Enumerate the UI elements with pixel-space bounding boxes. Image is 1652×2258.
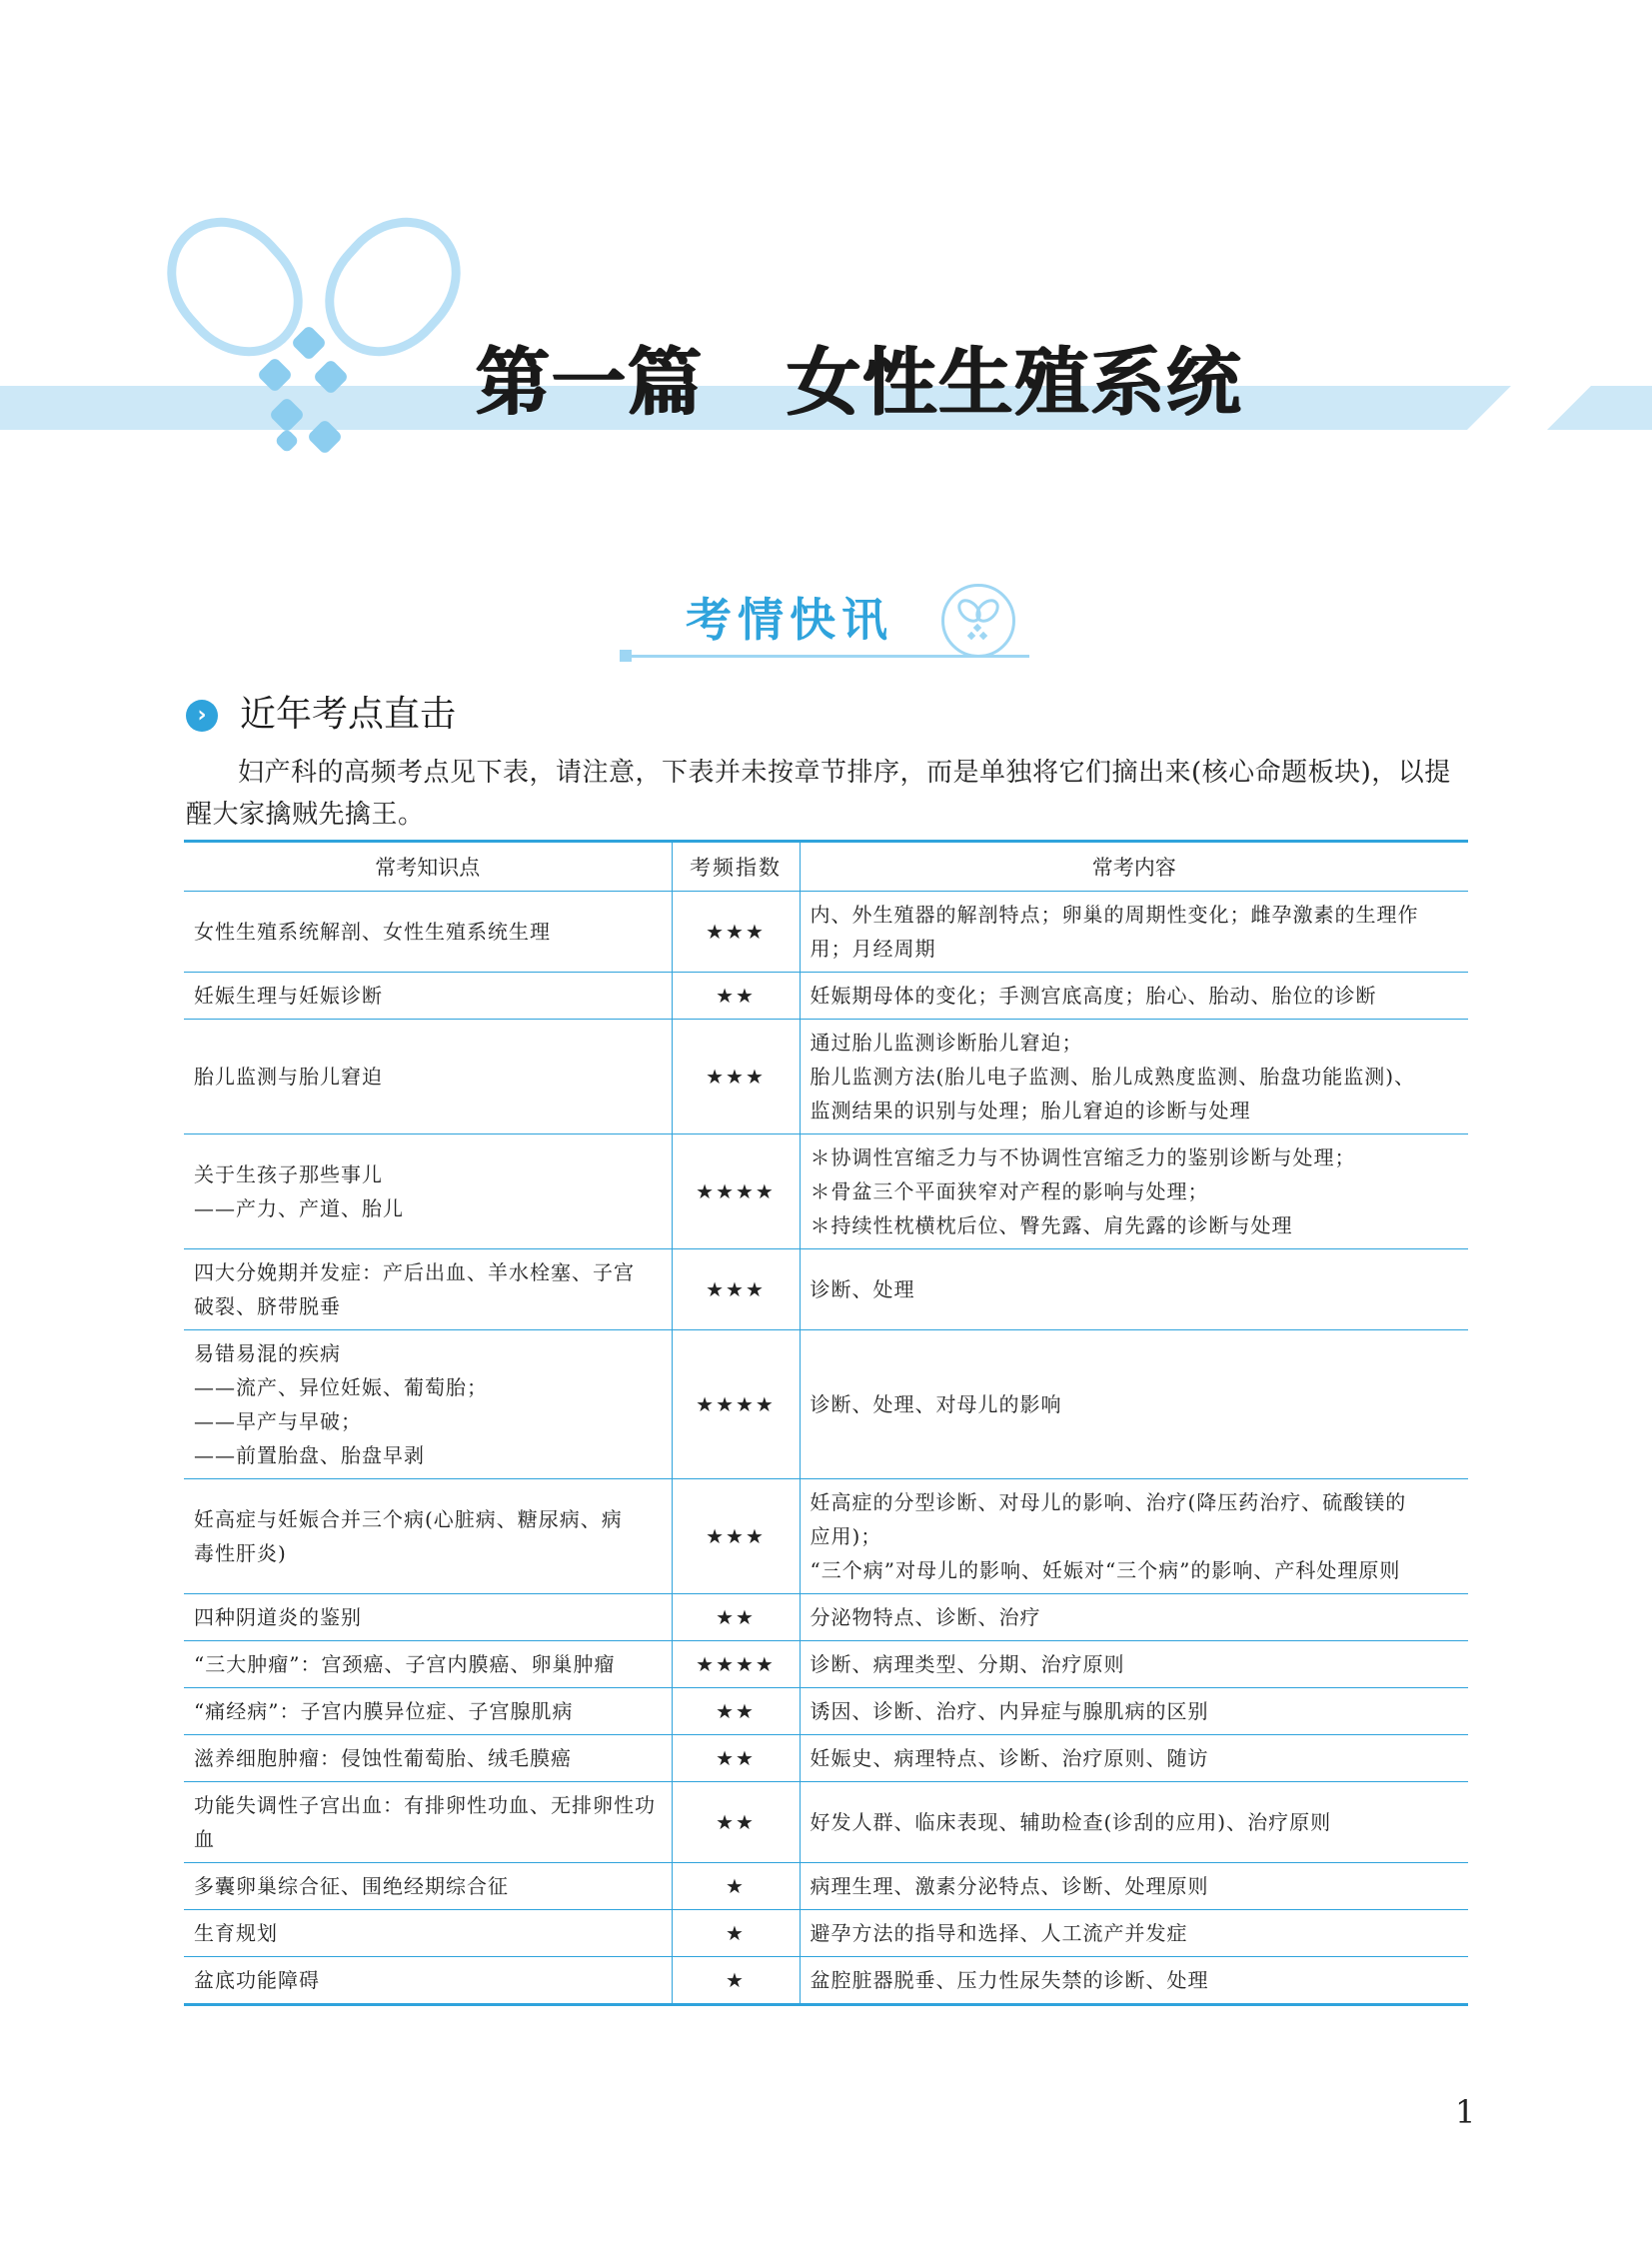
table-row bbox=[184, 1134, 1468, 1249]
topic-cell bbox=[184, 973, 672, 1020]
table-row bbox=[184, 1594, 1468, 1641]
table-row bbox=[184, 1782, 1468, 1863]
frequency-stars: ★★★ bbox=[672, 1249, 800, 1330]
topic-cell bbox=[184, 1863, 672, 1910]
topic-cell bbox=[184, 1782, 672, 1863]
exam-topics-table bbox=[184, 840, 1468, 2006]
topic-line: “三大肿瘤”：宫颈癌、子宫内膜癌、卵巢肿瘤 bbox=[194, 1652, 616, 1676]
content-cell bbox=[800, 1957, 1468, 2005]
frequency-stars: ★★★★ bbox=[672, 1641, 800, 1688]
table-row bbox=[184, 973, 1468, 1020]
topic-cell bbox=[184, 1957, 672, 2005]
frequency-stars: ★★★ bbox=[672, 892, 800, 973]
content-cell bbox=[800, 1249, 1468, 1330]
topic-cell bbox=[184, 1910, 672, 1957]
content-line: 诊断、处理 bbox=[810, 1277, 915, 1301]
frequency-stars: ★★★★ bbox=[672, 1134, 800, 1249]
frequency-stars: ★★★★ bbox=[672, 1330, 800, 1479]
topic-cell bbox=[184, 1735, 672, 1782]
topic-line: 四大分娩期并发症：产后出血、羊水栓塞、子宫 bbox=[194, 1260, 635, 1284]
topic-line: 功能失调性子宫出血：有排卵性功血、无排卵性功血 bbox=[194, 1793, 656, 1851]
content-line: ＊持续性枕横枕后位、臀先露、肩先露的诊断与处理 bbox=[810, 1213, 1293, 1237]
subsection-heading: 近年考点直击 bbox=[240, 694, 457, 735]
table-row bbox=[184, 892, 1468, 973]
topic-line: 四种阴道炎的鉴别 bbox=[194, 1605, 362, 1629]
frequency-stars: ★★ bbox=[672, 1782, 800, 1863]
content-cell bbox=[800, 1688, 1468, 1735]
frequency-stars: ★★ bbox=[672, 1688, 800, 1735]
table-row bbox=[184, 1957, 1468, 2005]
topic-line: ——流产、异位妊娠、葡萄胎； bbox=[194, 1375, 488, 1399]
topic-cell bbox=[184, 892, 672, 973]
header-topic: 常考知识点 bbox=[184, 842, 672, 892]
content-cell bbox=[800, 1782, 1468, 1863]
topic-cell bbox=[184, 1330, 672, 1479]
topic-cell bbox=[184, 1594, 672, 1641]
frequency-stars: ★★★ bbox=[672, 1479, 800, 1594]
content-line: 好发人群、临床表现、辅助检查(诊刮的应用)、治疗原则 bbox=[810, 1810, 1332, 1834]
content-line: 分泌物特点、诊断、治疗 bbox=[810, 1605, 1041, 1629]
content-cell bbox=[800, 1134, 1468, 1249]
topic-cell bbox=[184, 1641, 672, 1688]
frequency-stars: ★ bbox=[672, 1863, 800, 1910]
header-content: 常考内容 bbox=[800, 842, 1468, 892]
content-cell bbox=[800, 1594, 1468, 1641]
topic-line: 毒性肝炎) bbox=[194, 1541, 287, 1565]
topic-line: 滋养细胞肿瘤：侵蚀性葡萄胎、绒毛膜癌 bbox=[194, 1746, 572, 1770]
table-row bbox=[184, 1249, 1468, 1330]
frequency-stars: ★ bbox=[672, 1957, 800, 2005]
content-line: ＊骨盆三个平面狭窄对产程的影响与处理； bbox=[810, 1179, 1209, 1203]
content-cell bbox=[800, 1020, 1468, 1134]
capsule-badge-icon bbox=[941, 584, 1015, 658]
content-cell bbox=[800, 973, 1468, 1020]
chapter-title: 第一篇 女性生殖系统 bbox=[476, 340, 1243, 426]
content-line: 诊断、处理、对母儿的影响 bbox=[810, 1392, 1062, 1416]
topic-cell bbox=[184, 1249, 672, 1330]
topic-line: 关于生孩子那些事儿 bbox=[194, 1162, 383, 1186]
content-cell bbox=[800, 1641, 1468, 1688]
content-cell bbox=[800, 1330, 1468, 1479]
content-line: 诱因、诊断、治疗、内异症与腺肌病的区别 bbox=[810, 1699, 1209, 1723]
content-line: 病理生理、激素分泌特点、诊断、处理原则 bbox=[810, 1874, 1209, 1898]
content-cell bbox=[800, 1863, 1468, 1910]
page-number: 1 bbox=[1455, 2093, 1476, 2131]
content-line: 通过胎儿监测诊断胎儿窘迫； bbox=[810, 1031, 1083, 1055]
topic-line: ——产力、产道、胎儿 bbox=[194, 1196, 404, 1220]
content-line: 妊娠史、病理特点、诊断、治疗原则、随访 bbox=[810, 1746, 1209, 1770]
topic-line: 破裂、脐带脱垂 bbox=[194, 1294, 341, 1318]
topic-line: 易错易混的疾病 bbox=[194, 1341, 341, 1365]
content-line: 监测结果的识别与处理；胎儿窘迫的诊断与处理 bbox=[810, 1099, 1251, 1123]
content-cell bbox=[800, 1479, 1468, 1594]
content-cell bbox=[800, 892, 1468, 973]
topic-cell bbox=[184, 1134, 672, 1249]
content-line: ＊协调性宫缩乏力与不协调性宫缩乏力的鉴别诊断与处理； bbox=[810, 1145, 1356, 1169]
frequency-stars: ★★★ bbox=[672, 1020, 800, 1134]
content-line: 妊高症的分型诊断、对母儿的影响、治疗(降压药治疗、硫酸镁的 bbox=[810, 1490, 1407, 1514]
table-row bbox=[184, 1641, 1468, 1688]
table-row bbox=[184, 1688, 1468, 1735]
content-line: 妊娠期母体的变化；手测宫底高度；胎心、胎动、胎位的诊断 bbox=[810, 984, 1377, 1008]
topic-line: “痛经病”：子宫内膜异位症、子宫腺肌病 bbox=[194, 1699, 574, 1723]
section-title: 考情快讯 bbox=[686, 593, 893, 647]
table-row bbox=[184, 1479, 1468, 1594]
content-line: 避孕方法的指导和选择、人工流产并发症 bbox=[810, 1921, 1188, 1945]
topic-line: 女性生殖系统解剖、女性生殖系统生理 bbox=[194, 920, 551, 944]
topic-cell bbox=[184, 1479, 672, 1594]
table-row bbox=[184, 1330, 1468, 1479]
topic-cell bbox=[184, 1688, 672, 1735]
topic-line: ——早产与早破； bbox=[194, 1409, 362, 1433]
topic-line: 盆底功能障碍 bbox=[194, 1968, 320, 1992]
content-line: “三个病”对母儿的影响、妊娠对“三个病”的影响、产科处理原则 bbox=[810, 1558, 1401, 1582]
content-line: 内、外生殖器的解剖特点；卵巢的周期性变化；雌孕激素的生理作 bbox=[810, 903, 1419, 927]
content-line: 诊断、病理类型、分期、治疗原则 bbox=[810, 1652, 1125, 1676]
table-row bbox=[184, 1020, 1468, 1134]
frequency-stars: ★★ bbox=[672, 1594, 800, 1641]
content-cell bbox=[800, 1735, 1468, 1782]
content-line: 应用)； bbox=[810, 1524, 882, 1548]
content-cell bbox=[800, 1910, 1468, 1957]
content-line: 胎儿监测方法(胎儿电子监测、胎儿成熟度监测、胎盘功能监测)、 bbox=[810, 1065, 1416, 1089]
topic-line: 妊高症与妊娠合并三个病(心脏病、糖尿病、病 bbox=[194, 1507, 623, 1531]
topic-cell bbox=[184, 1020, 672, 1134]
table-row bbox=[184, 1735, 1468, 1782]
topic-line: 生育规划 bbox=[194, 1921, 278, 1945]
frequency-stars: ★★ bbox=[672, 1735, 800, 1782]
content-line: 用；月经周期 bbox=[810, 937, 936, 961]
intro-paragraph: 妇产科的高频考点见下表，请注意，下表并未按章节排序，而是单独将它们摘出来(核心命题板块)，以提醒大家擒贼先擒王。 bbox=[186, 758, 1451, 830]
header-frequency: 考频指数 bbox=[672, 842, 800, 892]
content-line: 盆腔脏器脱垂、压力性尿失禁的诊断、处理 bbox=[810, 1968, 1209, 1992]
table-row bbox=[184, 1863, 1468, 1910]
chevron-right-icon: › bbox=[186, 700, 218, 732]
table-header-row bbox=[184, 842, 1468, 892]
topic-line: 胎儿监测与胎儿窘迫 bbox=[194, 1065, 383, 1089]
frequency-stars: ★★ bbox=[672, 973, 800, 1020]
topic-line: 多囊卵巢综合征、围绝经期综合征 bbox=[194, 1874, 509, 1898]
topic-line: 妊娠生理与妊娠诊断 bbox=[194, 984, 383, 1008]
topic-line: ——前置胎盘、胎盘早剥 bbox=[194, 1443, 425, 1467]
frequency-stars: ★ bbox=[672, 1910, 800, 1957]
table-row bbox=[184, 1910, 1468, 1957]
